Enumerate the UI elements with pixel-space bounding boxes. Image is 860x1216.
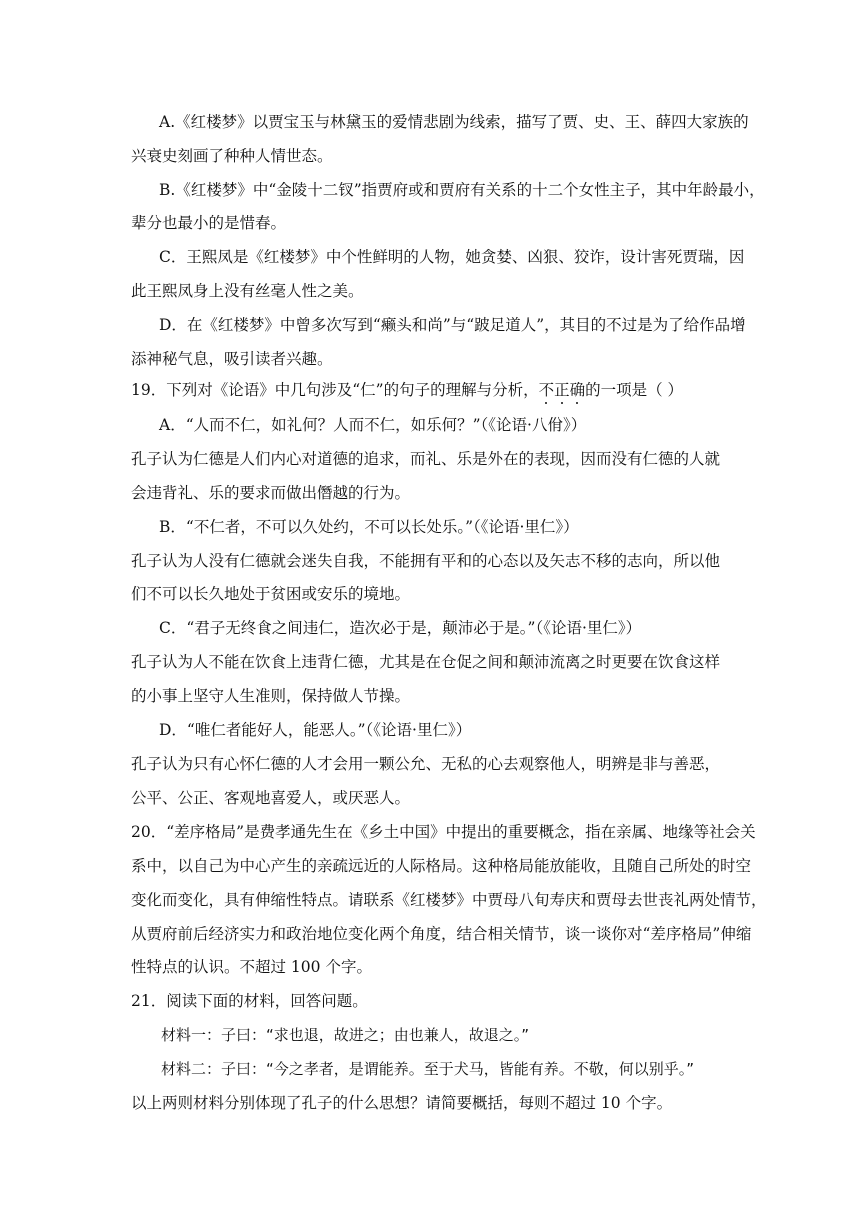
- emphasis-char: 正: [554, 381, 570, 399]
- q19-option-a-exp-line1: 孔子认为仁德是人们内心对道德的追求，而礼、乐是外在的表现，因而没有仁德的人就: [131, 450, 721, 468]
- q18-option-a-line1: A.《红楼梦》以贾宝玉与林黛玉的爱情悲剧为线索，描写了贾、史、王、薛四大家族的: [159, 113, 749, 131]
- q20-line4: 从贾府前后经济实力和政治地位变化两个角度，结合相关情节，谈一谈你对“差序格局”伸缩: [131, 925, 752, 943]
- q21-stem: 21．阅读下面的材料，回答问题。: [131, 992, 368, 1010]
- q18-option-c-line1: C．王熙凤是《红楼梦》中个性鲜明的人物，她贪婪、凶狠、狡诈，设计害死贾瑞，因: [159, 248, 745, 266]
- q19-option-d: D．“唯仁者能好人，能恶人。”（《论语·里仁》）: [159, 721, 472, 739]
- q19-option-c-exp-line1: 孔子认为人不能在饮食上违背仁德，尤其是在仓促之间和颠沛流离之时更要在饮食这样: [131, 653, 721, 671]
- q19-stem: 19．下列对《论语》中几句涉及“仁”的句子的理解与分析，不正确的一项是（ ）: [131, 381, 684, 399]
- q19-option-b-exp-line1: 孔子认为人没有仁德就会迷失自我，不能拥有平和的心态以及矢志不移的志向，所以他: [131, 552, 721, 570]
- q19-option-d-exp-line2: 公平、公正、客观地喜爱人，或厌恶人。: [131, 789, 411, 807]
- q20-line1: 20．“差序格局”是费孝通先生在《乡土中国》中提出的重要概念，指在亲属、地缘等社会关: [131, 823, 756, 841]
- q18-option-c-line2: 此王熙凤身上没有丝毫人性之美。: [131, 282, 364, 300]
- q19-option-b-exp-line2: 们不可以长久地处于贫困或安乐的境地。: [131, 585, 411, 603]
- q18-option-b-line1: B.《红楼梦》中“金陵十二钗”指贾府或和贾府有关系的十二个女性主子，其中年龄最小，: [159, 181, 765, 199]
- q19-option-c: C．“君子无终食之间违仁，造次必于是，颠沛必于是。”（《论语·里仁》）: [159, 619, 642, 637]
- q20-line2: 系中，以自己为中心产生的亲疏远近的人际格局。这种格局能放能收，且随自己所处的时空: [131, 857, 752, 875]
- q20-line5: 性特点的认识。不超过 100 个字。: [131, 958, 372, 976]
- q20-line3: 变化而变化，具有伸缩性特点。请联系《红楼梦》中贾母八旬寿庆和贾母去世丧礼两处情节，: [131, 891, 767, 909]
- q19-option-a: A．“人而不仁，如礼何？人而不仁，如乐何？”（《论语·八佾》）: [159, 416, 587, 434]
- emphasis-char: 不: [538, 381, 555, 399]
- q21-question: 以上两则材料分别体现了孔子的什么思想？请简要概括，每则不超过 10 个字。: [131, 1094, 673, 1112]
- q18-option-b-line2: 辈分也最小的是惜春。: [131, 214, 287, 232]
- q19-option-c-exp-line2: 的小事上坚守人生准则，保持做人节操。: [131, 687, 411, 705]
- emphasis-char: 确: [569, 381, 586, 399]
- q18-option-d-line2: 添神秘气息，吸引读者兴趣。: [131, 350, 333, 368]
- q18-option-d-line1: D．在《红楼梦》中曾多次写到“癞头和尚”与“跛足道人”，其目的不过是为了给作品增: [159, 316, 746, 334]
- q21-material-two: 材料二：子曰：“今之孝者，是谓能养。至于犬马，皆能有养。不敬，何以别乎。”: [161, 1060, 695, 1078]
- q19-option-b: B．“不仁者，不可以久处约，不可以长处乐。”（《论语·里仁》）: [159, 518, 579, 536]
- q18-option-a-line2: 兴衰史刻画了种种人情世态。: [131, 147, 333, 165]
- q21-material-one: 材料一：子曰：“求也退，故进之；由也兼人，故退之。”: [161, 1026, 530, 1044]
- q19-option-a-exp-line2: 会违背礼、乐的要求而做出僭越的行为。: [131, 484, 411, 502]
- q19-option-d-exp-line1: 孔子认为只有心怀仁德的人才会用一颗公允、无私的心去观察他人，明辨是非与善恶，: [131, 755, 721, 773]
